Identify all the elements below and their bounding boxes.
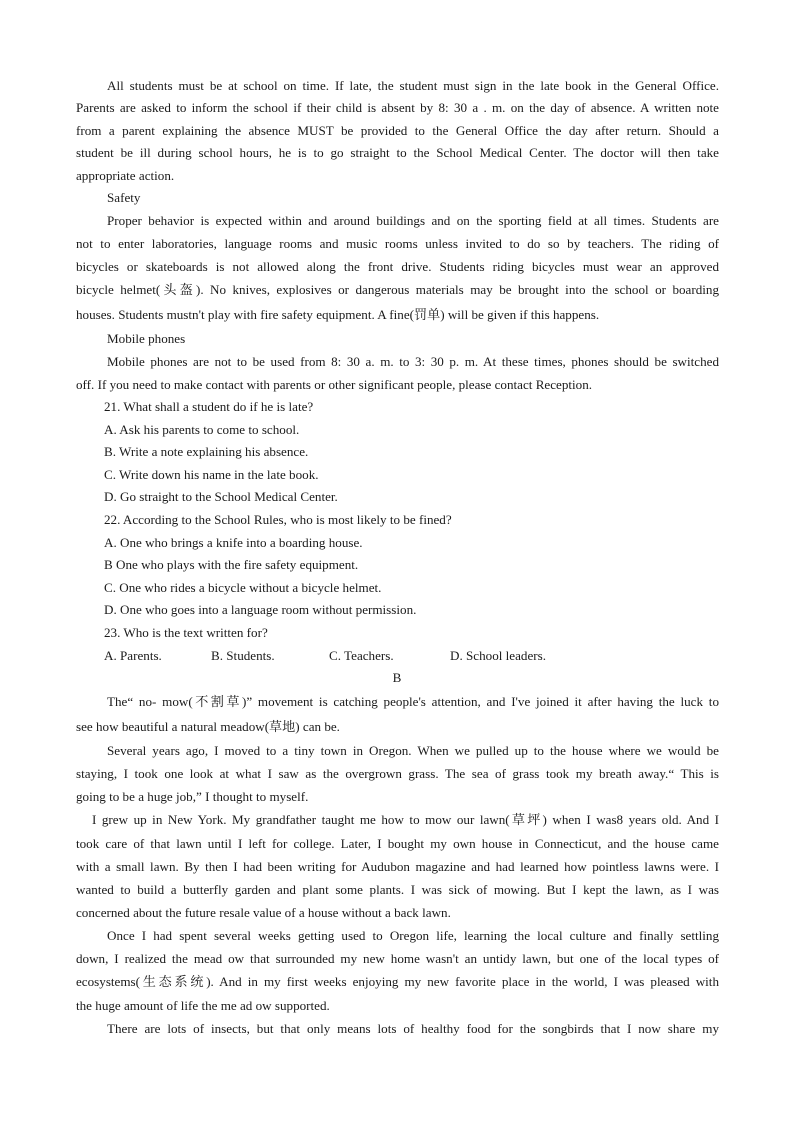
b-p3-line-1: I grew up in New York. My grandfather taught me how to mow our lawn(草坪) when I was8 years old. And I: [92, 812, 719, 827]
safety-line-3: bicycles or skateboards is not allowed along the front drive. Students riding bicycles must wear an approved: [76, 259, 719, 274]
question-21-option-d: D. Go straight to the School Medical Center.: [104, 489, 338, 504]
question-21-option-a: A. Ask his parents to come to school.: [104, 422, 300, 437]
question-23-option-d: D. School leaders.: [450, 648, 546, 663]
b-p2-line-1: Several years ago, I moved to a tiny town in Oregon. When we pulled up to the house where we would be: [107, 743, 719, 758]
b-p1-line-2: see how beautiful a natural meadow(草地) can be.: [76, 719, 340, 734]
b-p2-line-2: staying, I took one look at what I saw as the overgrown grass. The sea of grass took my breath away.“ This is: [76, 766, 719, 781]
b-p4-line-1: Once I had spent several weeks getting used to Oregon life, learning the local culture and finally settling: [107, 928, 719, 943]
question-21-stem: 21. What shall a student do if he is late?: [104, 399, 314, 414]
question-23-option-c: C. Teachers.: [329, 648, 394, 663]
question-22-option-d: D. One who goes into a language room without permission.: [104, 602, 417, 617]
b-p5-line-1: There are lots of insects, but that only means lots of healthy food for the songbirds that I now share my: [107, 1021, 719, 1036]
mobile-line-1: Mobile phones are not to be used from 8: 30 a. m. to 3: 30 p. m. At these times, phones should be switched: [107, 354, 719, 369]
b-p4-line-4: the huge amount of life the me ad ow supported.: [76, 998, 330, 1013]
question-22-stem: 22. According to the School Rules, who is most likely to be fined?: [104, 512, 452, 527]
attendance-line-5: appropriate action.: [76, 168, 175, 183]
attendance-line-4: student be ill during school hours, he is to go straight to the School Medical Center. The doctor will then take: [76, 145, 719, 160]
question-23-option-a: A. Parents.: [104, 648, 162, 663]
b-p4-line-2: down, I realized the mead ow that surrounded my new home wasn't an untidy lawn, but one of the local types of: [76, 951, 719, 966]
mobile-line-2: off. If you need to make contact with parents or other significant people, please contact Reception.: [76, 377, 593, 392]
mobile-heading: Mobile phones: [107, 331, 186, 346]
safety-line-2: not to enter laboratories, language rooms and music rooms unless invited to do so by teachers. The riding of: [76, 236, 719, 251]
section-b-label: B: [392, 670, 402, 685]
question-23-stem: 23. Who is the text written for?: [104, 625, 268, 640]
question-22-option-a: A. One who brings a knife into a boarding house.: [104, 535, 363, 550]
question-21-option-c: C. Write down his name in the late book.: [104, 467, 319, 482]
safety-line-4: bicycle helmet(头盔). No knives, explosives or dangerous materials may be brought into the school or boarding: [76, 282, 719, 297]
question-22-option-c: C. One who rides a bicycle without a bicycle helmet.: [104, 580, 382, 595]
attendance-line-3: from a parent explaining the absence MUST be provided to the General Office the day after return. Should a: [76, 123, 719, 138]
b-p4-line-3: ecosystems(生态系统). And in my first weeks enjoying my new favorite place in the world, I was pleased with: [76, 974, 719, 989]
b-p1-line-1: The“ no- mow(不割草)” movement is catching people's attention, and I've joined it after having the luck to: [107, 694, 719, 709]
b-p3-line-3: with a small lawn. By then I had been writing for Audubon magazine and had learned how pointless lawns were. I: [76, 859, 719, 874]
b-p3-line-4: wanted to build a butterfly garden and plant some plants. I was sick of mowing. But I kept the lawn, as I was: [76, 882, 719, 897]
attendance-line-2: Parents are asked to inform the school if their child is absent by 8: 30 a . m. on the day of absence. A written note: [76, 100, 719, 115]
safety-line-1: Proper behavior is expected within and around buildings and on the sporting field at all times. Students are: [107, 213, 719, 228]
b-p3-line-5: concerned about the future resale value of a house without a back lawn.: [76, 905, 451, 920]
safety-line-5: houses. Students mustn't play with fire safety equipment. A fine(罚单) will be given if this happens.: [76, 307, 600, 322]
question-22-option-b: B One who plays with the fire safety equipment.: [104, 557, 359, 572]
safety-heading: Safety: [107, 190, 141, 205]
question-21-option-b: B. Write a note explaining his absence.: [104, 444, 309, 459]
b-p3-line-2: took care of that lawn until I left for college. Later, I bought my own house in Connecticut, and the house came: [76, 836, 719, 851]
attendance-line-1: All students must be at school on time. If late, the student must sign in the late book in the General Office.: [107, 78, 719, 93]
question-23-option-b: B. Students.: [211, 648, 275, 663]
b-p2-line-3: going to be a huge job,” I thought to myself.: [76, 789, 309, 804]
